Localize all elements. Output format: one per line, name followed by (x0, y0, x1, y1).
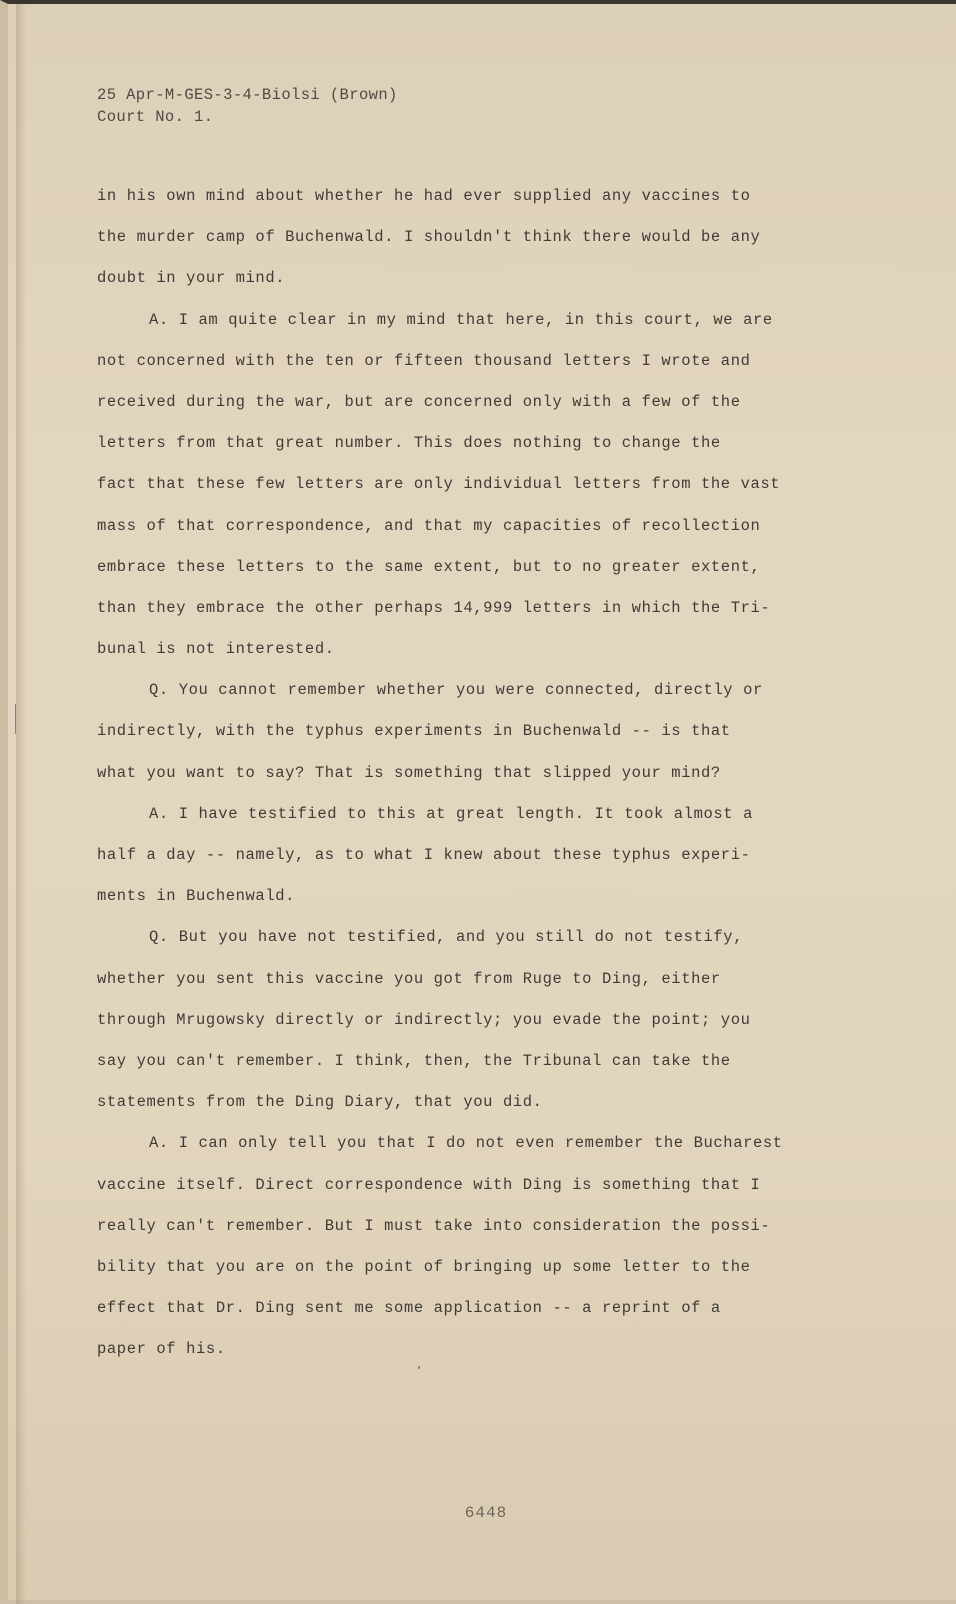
transcript-line: A. I have testified to this at great length. It took almost a (149, 804, 753, 823)
paper-speck (418, 1366, 420, 1369)
page-number: 6448 (464, 1504, 508, 1522)
header-court-number: Court No. 1. (97, 108, 214, 126)
transcript-line: statements from the Ding Diary, that you did. (97, 1093, 543, 1112)
transcript-line: through Mrugowsky directly or indirectly; you evade the point; you (97, 1010, 751, 1029)
transcript-line: than they embrace the other perhaps 14,999 letters in which the Tri- (97, 598, 771, 617)
transcript-line: whether you sent this vaccine you got from Ruge to Ding, either (97, 969, 721, 988)
transcript-line: not concerned with the ten or fifteen thousand letters I wrote and (97, 351, 751, 370)
paper-speck (15, 704, 16, 734)
transcript-line: half a day -- namely, as to what I knew about these typhus experi- (97, 846, 751, 864)
transcript-line: bility that you are on the point of bringing up some letter to the (97, 1257, 751, 1276)
transcript-line: fact that these few letters are only individual letters from the vast (97, 475, 781, 494)
transcript-body (97, 176, 837, 1370)
document-header (97, 84, 398, 128)
transcript-line: ments in Buchenwald. (97, 887, 296, 906)
header-case-reference: 25 Apr-M-GES-3-4-Biolsi (Brown) (97, 86, 398, 104)
transcript-line: vaccine itself. Direct correspondence with Ding is something that I (97, 1175, 761, 1194)
transcript-line: mass of that correspondence, and that my capacities of recollection (97, 516, 761, 535)
transcript-line: bunal is not interested. (97, 640, 335, 659)
transcript-line: indirectly, with the typhus experiments in Buchenwald -- is that (97, 722, 731, 741)
transcript-line: effect that Dr. Ding sent me some application -- a reprint of a (97, 1299, 721, 1318)
transcript-line: A. I am quite clear in my mind that here, in this court, we are (149, 310, 773, 329)
transcript-line: embrace these letters to the same extent, but to no greater extent, (97, 557, 761, 576)
transcript-line: say you can't remember. I think, then, the Tribunal can take the (97, 1051, 731, 1070)
transcript-line: really can't remember. But I must take into consideration the possi- (97, 1216, 771, 1235)
transcript-line: doubt in your mind. (97, 269, 286, 288)
transcript-line: received during the war, but are concerned only with a few of the (97, 392, 741, 411)
transcript-line: letters from that great number. This does nothing to change the (97, 434, 721, 453)
transcript-line: the murder camp of Buchenwald. I shouldn't think there would be any (97, 228, 761, 247)
transcript-line: in his own mind about whether he had ever supplied any vaccines to (97, 187, 751, 205)
page-edge-shadow (16, 4, 26, 1604)
transcript-line: what you want to say? That is something that slipped your mind? (97, 763, 721, 782)
transcript-line: Q. But you have not testified, and you still do not testify, (149, 928, 744, 947)
transcript-line: A. I can only tell you that I do not even remember the Bucharest (149, 1134, 783, 1153)
transcript-line: Q. You cannot remember whether you were connected, directly or (149, 681, 763, 700)
transcript-line: paper of his. (97, 1340, 226, 1359)
